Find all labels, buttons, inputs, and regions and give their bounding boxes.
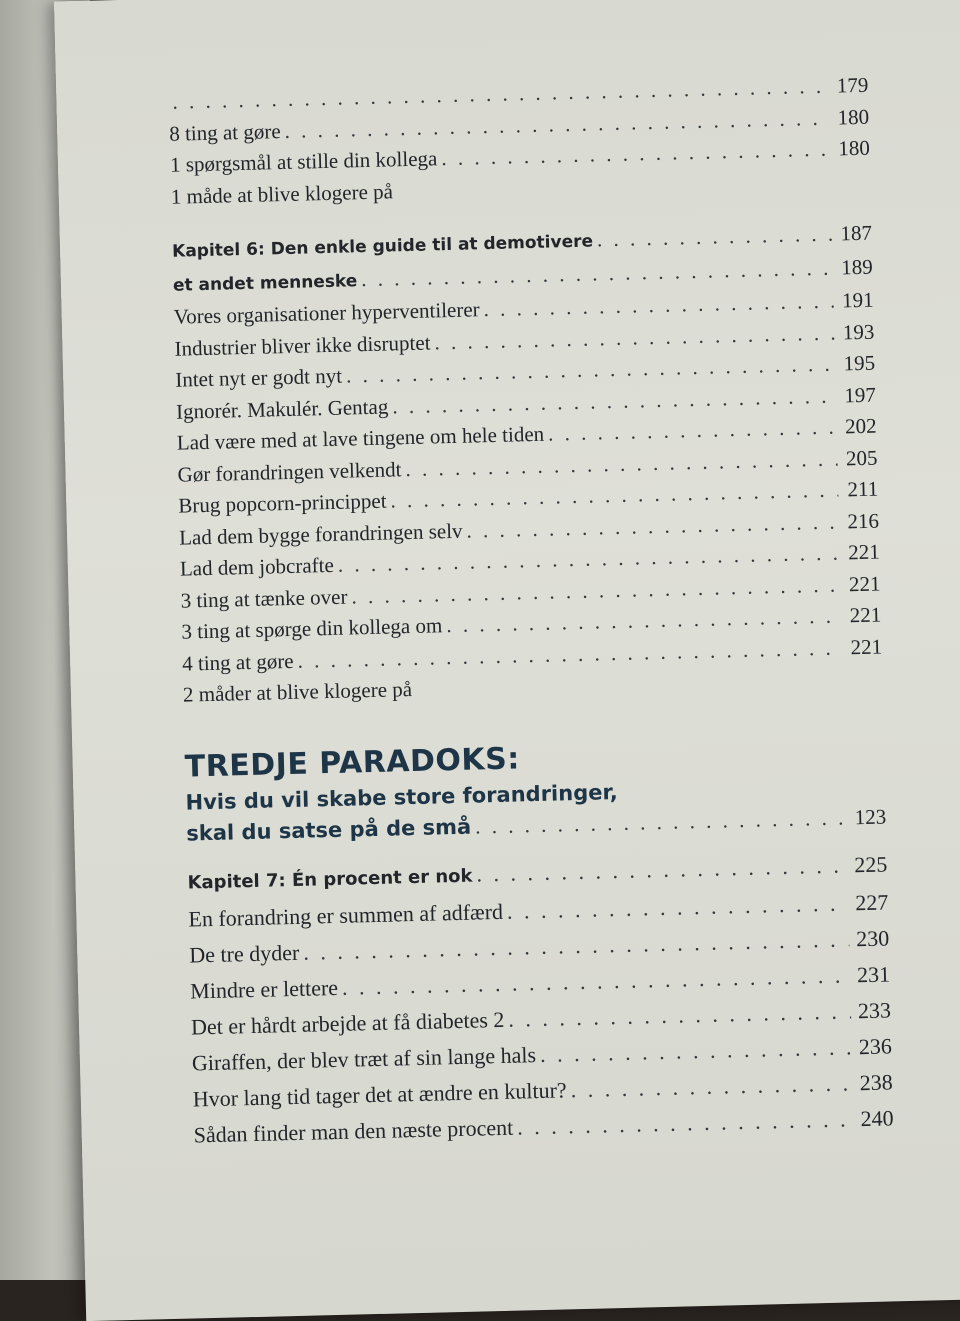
- toc-page-number: 197: [844, 382, 877, 407]
- toc-page-number: 195: [843, 350, 876, 376]
- toc-entry-label: Lad være med at lave tingene om hele tiden: [176, 421, 545, 455]
- toc-page-number: 211: [847, 476, 879, 502]
- toc-page-number: 236: [858, 1032, 893, 1059]
- toc-entry-label: En forandring er summen af adfærd: [188, 898, 504, 932]
- toc-entry-label: Sådan finder man den næste procent: [193, 1114, 514, 1147]
- chapter-title: Kapitel 7: Én procent er nok: [187, 865, 473, 894]
- chapter-title: et andet menneske: [172, 270, 358, 296]
- toc-entry-label: Industrier bliver ikke disruptet: [174, 329, 431, 361]
- toc-page-number: 123: [854, 803, 887, 829]
- toc-page-number: 221: [850, 634, 883, 659]
- leader-dots: [397, 187, 831, 198]
- toc-entry-label: 1 spørgsmål at stille din kollega: [169, 146, 438, 177]
- toc-page-number: 179: [836, 72, 869, 98]
- toc-page-number: 221: [847, 539, 880, 565]
- toc-entry-label: Lad dem bygge forandringen selv: [178, 518, 463, 550]
- toc-page-number: 221: [849, 602, 882, 628]
- toc-page-number: 193: [842, 319, 875, 344]
- table-of-contents: [168, 70, 894, 1153]
- toc-page-number: 216: [847, 508, 880, 533]
- toc-page-number: 225: [854, 850, 888, 877]
- toc-page-number: 227: [854, 888, 889, 915]
- toc-entry-label: De tre dyder: [189, 939, 300, 968]
- toc-page-number: 187: [840, 220, 873, 246]
- toc-page-number: 233: [857, 996, 892, 1023]
- toc-entry-label: 4 ting at gøre: [181, 648, 294, 676]
- toc-entry-label: 8 ting at gøre: [168, 118, 281, 146]
- leader-dots: [517, 1101, 854, 1145]
- toc-entry-label: Det er hårdt arbejde at få diabetes 2: [190, 1006, 505, 1040]
- toc-page-number: 240: [860, 1104, 894, 1131]
- toc-entry-label: 1 måde at blive klogere på: [170, 178, 394, 209]
- toc-entry-label: Brug popcorn-princippet: [178, 488, 387, 518]
- part-subtitle-text: skal du satse på de små: [186, 814, 472, 846]
- chapter-title: Kapitel 6: Den enkle guide til at demotivere: [171, 231, 594, 262]
- toc-page-number: 221: [848, 571, 881, 596]
- toc-page-number: 202: [844, 413, 877, 439]
- part-heading: TREDJE PARADOKS:: [184, 740, 521, 785]
- toc-entry-label: Mindre er lettere: [189, 974, 339, 1004]
- toc-page-number: 180: [838, 135, 871, 161]
- toc-entry-label: Vores organisationer hyperventilerer: [173, 297, 480, 329]
- toc-entry-label: Giraffen, der blev træt af sin lange hals: [191, 1041, 537, 1076]
- toc-entry-label: Intet nyt er godt nyt: [174, 363, 343, 392]
- toc-page-number: 230: [855, 924, 890, 951]
- toc-entry-label: Ignorér. Makulér. Gentag: [175, 394, 389, 424]
- book-page: [54, 0, 960, 1321]
- toc-page-number: 231: [856, 960, 891, 987]
- toc-entry-label: Hvor lang tid tager det at ændre en kultur?: [192, 1076, 567, 1111]
- toc-page-number: 191: [841, 287, 874, 313]
- toc-entry-label: 2 måder at blive klogere på: [182, 677, 413, 707]
- part-subtitle-line-1: Hvis du vil skabe store forandringer,: [185, 779, 618, 815]
- toc-entry-label: Lad dem jobcrafte: [179, 552, 335, 581]
- toc-page-number: [847, 685, 883, 686]
- toc-page-number: [835, 186, 871, 187]
- toc-entry-label: 3 ting at spørge din kollega om: [181, 613, 443, 644]
- chapter-7-section: [187, 846, 894, 1153]
- leader-dots: [597, 219, 833, 256]
- leader-dots: [416, 685, 843, 695]
- toc-page-number: 238: [859, 1068, 893, 1095]
- leader-dots: [476, 847, 848, 892]
- toc-page-number: 189: [840, 254, 874, 279]
- toc-page-number: 205: [845, 445, 878, 470]
- toc-entry-label: 3 ting at tænke over: [180, 584, 348, 613]
- toc-page-number: 180: [837, 104, 870, 129]
- toc-entry-label: Gør forandringen velkendt: [177, 456, 402, 487]
